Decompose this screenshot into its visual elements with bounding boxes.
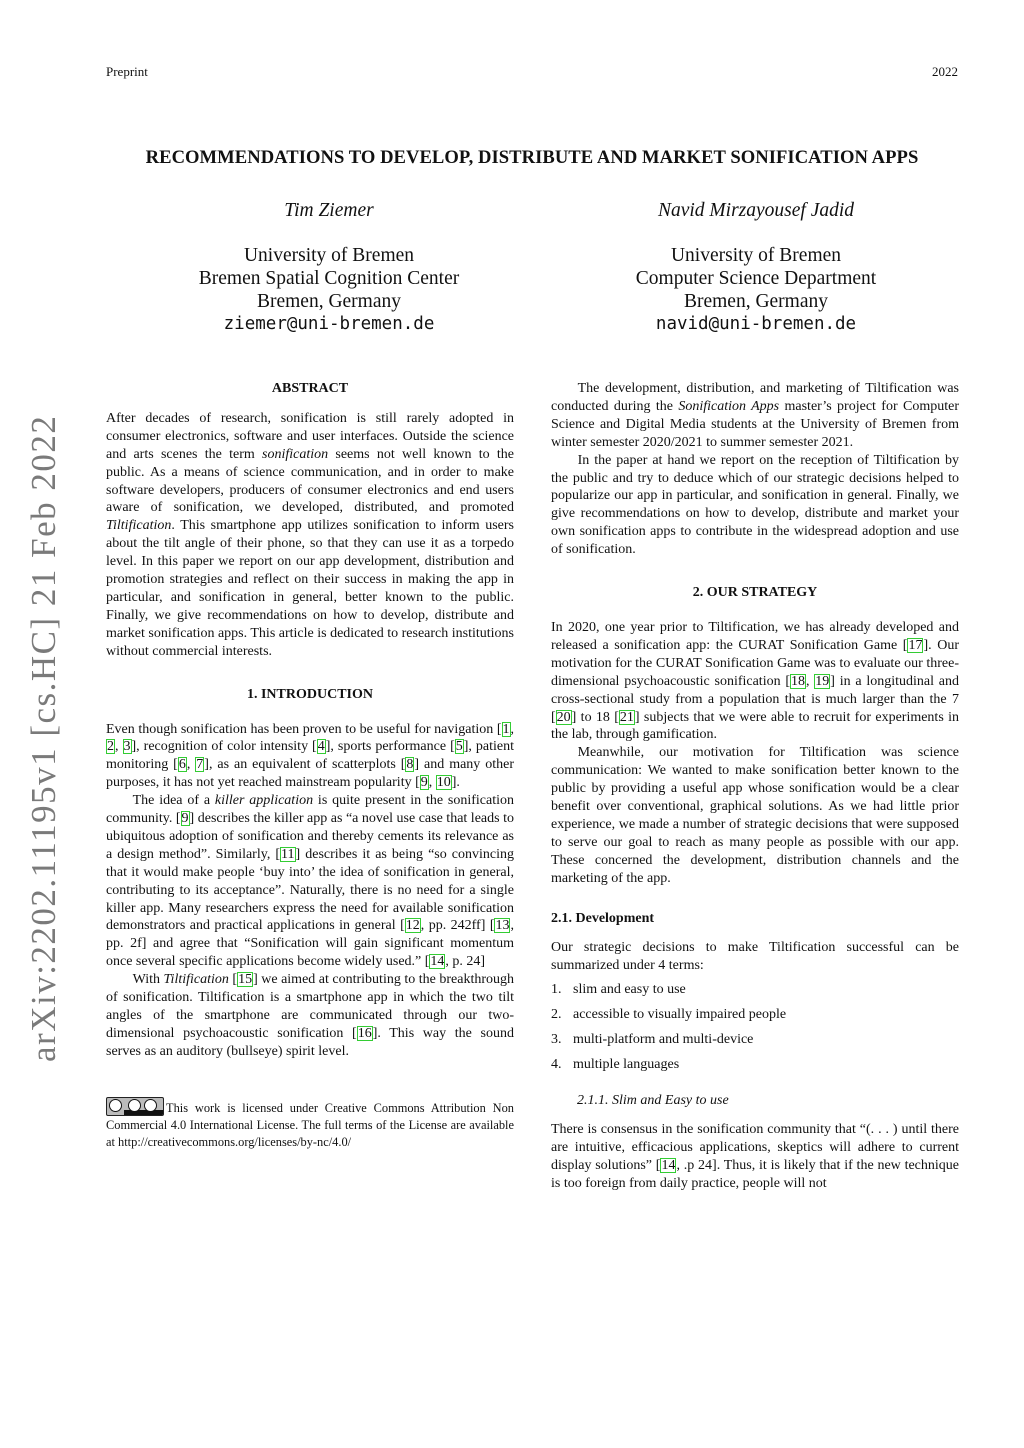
text-run: After decades of research, sonification is still rarely adopted in consumer electronics, software and user interfaces. Outside the science and arts scenes the term: [106, 410, 514, 462]
text-run: ]. This way the sound serves as an auditory (bullseye) spirit level.: [106, 1025, 514, 1059]
citation-link[interactable]: 20: [556, 709, 571, 725]
creative-commons-icon: [106, 1097, 164, 1116]
author-affiliation: Bremen, Germany: [683, 291, 829, 312]
abstract-text: [106, 410, 514, 661]
text-run: ] describes the killer app as “a novel use case that leads to ubiquitous adoption of sonification and thereby cements its relevance as a design method”. Similarly, [: [106, 811, 514, 862]
text-run: ,: [510, 721, 514, 737]
author-name: Navid Mirzayousef Jadid: [657, 200, 855, 221]
strategy-heading: 2. OUR STRATEGY: [692, 585, 818, 601]
text-run: , .p 24]. Thus, it is likely that if the new technique is too foreign from daily practice, people will not: [551, 1158, 959, 1192]
text-run: killer application: [214, 793, 314, 809]
list-text: slim and easy to use: [573, 982, 686, 998]
citation-link[interactable]: 2: [107, 739, 114, 755]
text-run: ,: [428, 775, 436, 791]
text-run: sonification: [262, 446, 329, 462]
text-run: Sonification Apps: [678, 398, 780, 414]
arxiv-identifier: arXiv:2202.11195v1 [cs.HC] 21 Feb 2022: [24, 414, 63, 1062]
list-number: 4.: [551, 1056, 562, 1072]
text-run: ]. Our motivation for the CURAT Sonification Game was to evaluate our three-dimensional psychoacoustic sonification [: [551, 637, 960, 689]
citation-link[interactable]: 5: [455, 739, 463, 755]
author-affiliation: Computer Science Department: [635, 268, 877, 289]
citation-link[interactable]: 11: [281, 846, 295, 862]
intro-paragraph-1: [106, 721, 514, 793]
text-run: ], sports performance [: [325, 739, 455, 755]
citation-link[interactable]: 16: [357, 1025, 372, 1041]
intro-paragraph-5: In the paper at hand we report on the reception of Tiltification by the public and try to deduce which of our strategic decisions helped to popularize our app in particular, and sonification in general. Finally, we give recommendations on how to develop, distribute and market your own sonification apps to contribute in the widespread adoption and use of sonification.: [551, 452, 959, 558]
introduction-heading: 1. INTRODUCTION: [246, 686, 373, 702]
paper-title: RECOMMENDATIONS TO DEVELOP, DISTRIBUTE AND MARKET SONIFICATION APPS: [145, 147, 919, 168]
right-column: [551, 380, 959, 1193]
list-item: [551, 1006, 959, 1024]
text-run: With: [132, 972, 164, 988]
citation-link[interactable]: 3: [123, 739, 131, 755]
text-run: ,: [115, 739, 123, 755]
author-affiliation: University of Bremen: [243, 245, 415, 266]
citation-link[interactable]: 14: [430, 954, 445, 970]
intro-paragraph-2: [106, 792, 514, 971]
citation-link[interactable]: 18: [791, 673, 806, 689]
list-number: 2.: [551, 1007, 562, 1023]
list-text: multiple languages: [573, 1056, 680, 1072]
text-run: ] to 18 [: [571, 709, 619, 725]
text-run: . This smartphone app utilizes sonification to inform users about the tilt angle of their phone, so that they can use it as a torpedo level. In this paper we report on our app development, distribution and promotion strategies and reflect on their success in making the app in particular, and sonification in general, better known to the public. Finally, we give recommendations on how to develop, distribute and market sonification apps. This article is dedicated to research institutions without commercial interests.: [106, 518, 514, 659]
citation-link[interactable]: 1: [502, 721, 510, 737]
citation-link[interactable]: 12: [405, 918, 420, 934]
text-run: ,: [186, 757, 196, 773]
abstract-heading: ABSTRACT: [271, 381, 349, 396]
text-run: ] in a longitudinal and cross-sectional study from a population that is much larger than the 7 [: [551, 673, 959, 725]
list-text: multi-platform and multi-device: [573, 1031, 754, 1047]
author-name: Tim Ziemer: [284, 200, 374, 221]
license-footnote: [106, 1097, 514, 1151]
text-run: seems not well known to the public. As a means of science communication, and in order to make software developers, producers of consumer electronics and end users aware of sonification, we developed, distributed, and promoted: [106, 446, 514, 516]
citation-link[interactable]: 21: [619, 709, 634, 725]
footnote-text: This work is licensed under Creative Commons Attribution Non Commercial 4.0 International License. The full terms of the License are available at http://creativecommons.org/licenses/by-nc/4.0/: [106, 1100, 514, 1149]
strategy-paragraph-1: [551, 619, 959, 744]
citation-link[interactable]: 8: [406, 757, 414, 773]
text-run: In 2020, one year prior to Tiltification, we has already developed and released a sonification app: the CURAT Sonification Game [: [551, 619, 959, 653]
citation-link[interactable]: 17: [908, 637, 923, 653]
running-header-right: 2022: [932, 64, 958, 79]
citation-link[interactable]: 15: [238, 972, 253, 988]
text-run: ,: [806, 673, 815, 689]
text-run: Tiltification: [106, 518, 172, 534]
text-run: ], recognition of color intensity [: [131, 739, 317, 755]
running-header-left: Preprint: [106, 64, 148, 79]
citation-link[interactable]: 4: [317, 739, 325, 755]
text-run: is quite present in the sonification community. [: [106, 793, 514, 827]
text-run: The idea of a: [132, 793, 215, 809]
text-run: ], patient monitoring [: [106, 739, 514, 773]
text-run: ] we aimed at contributing to the breakthrough of sonification. Tiltification is a smartphone app in which the two tilt angles of the smartphone are communicated through our two-dimensional psychoacoustic sonification [: [106, 972, 514, 1041]
strategy-paragraph-2: Meanwhile, our motivation for Tiltification was science communication: We wanted to make sonification better known to the public by providing a useful app whose sonification would be a clear benefit over conventional, graphical solutions. As we had little prior experience, we made a number of strategic decisions that were supposed to serve our goal to reach as many people as possible with our app. These concerned the development, distribution channels and the marketing of the app.: [551, 745, 959, 886]
citation-link[interactable]: 7: [196, 757, 204, 773]
list-item: [551, 1031, 959, 1049]
text-run: The development, distribution, and marketing of Tiltification was conducted during the: [551, 381, 959, 414]
strategy-list: [551, 981, 959, 1073]
left-column: [106, 380, 514, 1151]
text-run: ], as an equivalent of scatterplots [: [204, 757, 406, 773]
citation-link[interactable]: 9: [181, 811, 189, 827]
text-run: ] and many other purposes, it has not yet reached mainstream popularity [: [106, 757, 515, 791]
text-run: , p. 24]: [445, 954, 486, 970]
text-run: , pp. 2f] and agree that “Sonification will gain significant momentum once several specific applications become widely used.” [: [106, 918, 514, 970]
list-number: 1.: [551, 982, 562, 998]
text-run: , pp. 242ff] [: [420, 918, 495, 934]
text-run: master’s project for Computer Science and Digital Media students at the University of Bremen from winter semester 2020/2021 to summer semester 2021.: [551, 398, 959, 450]
list-item: [551, 981, 959, 999]
citation-link[interactable]: 19: [815, 673, 830, 689]
slim-easy-heading: 2.1.1. Slim and Easy to use: [577, 1092, 729, 1108]
text-run: Tiltification: [163, 972, 229, 988]
text-run: ].: [451, 775, 460, 791]
author-email: ziemer@uni-bremen.de: [223, 314, 435, 334]
text-run: ] subjects that we were able to recruit for experiments in the lab, through gamification.: [551, 709, 960, 743]
author-email: navid@uni-bremen.de: [655, 314, 857, 334]
list-item: [551, 1056, 959, 1074]
author-block-1: [129, 199, 529, 336]
citation-link[interactable]: 14: [661, 1158, 676, 1174]
author-affiliation: University of Bremen: [670, 245, 842, 266]
author-affiliation: Bremen Spatial Cognition Center: [198, 268, 460, 289]
intro-paragraph-3: [106, 971, 514, 1061]
text-run: ] describes it as being “so convincing that it would make people ‘buy into’ the idea of sonification in general, contributing to its acceptance”. Naturally, there is no need for a single killer app. Many researchers express the need for available sonification demonstrators and practical applications in general [: [106, 846, 514, 934]
text-run: [: [228, 972, 238, 988]
development-heading: 2.1. Development: [551, 910, 655, 926]
author-block-2: [556, 199, 956, 336]
slim-easy-paragraph: [551, 1121, 959, 1193]
text-run: There is consensus in the sonification community that “(. . . ) until there are intuitive, efficacious applications, skeptics will adhere to current display solutions” [: [551, 1122, 959, 1174]
text-run: Even though sonification has been proven to be useful for navigation [: [106, 721, 502, 737]
citation-link[interactable]: 13: [495, 918, 510, 934]
citation-link[interactable]: 6: [178, 757, 186, 773]
citation-link[interactable]: 10: [436, 775, 451, 791]
list-text: accessible to visually impaired people: [573, 1007, 787, 1023]
intro-paragraph-4: [551, 380, 959, 452]
list-number: 3.: [551, 1031, 562, 1047]
author-affiliation: Bremen, Germany: [256, 291, 402, 312]
citation-link[interactable]: 9: [420, 775, 428, 791]
development-paragraph: Our strategic decisions to make Tiltification successful can be summarized under 4 terms:: [551, 940, 959, 974]
